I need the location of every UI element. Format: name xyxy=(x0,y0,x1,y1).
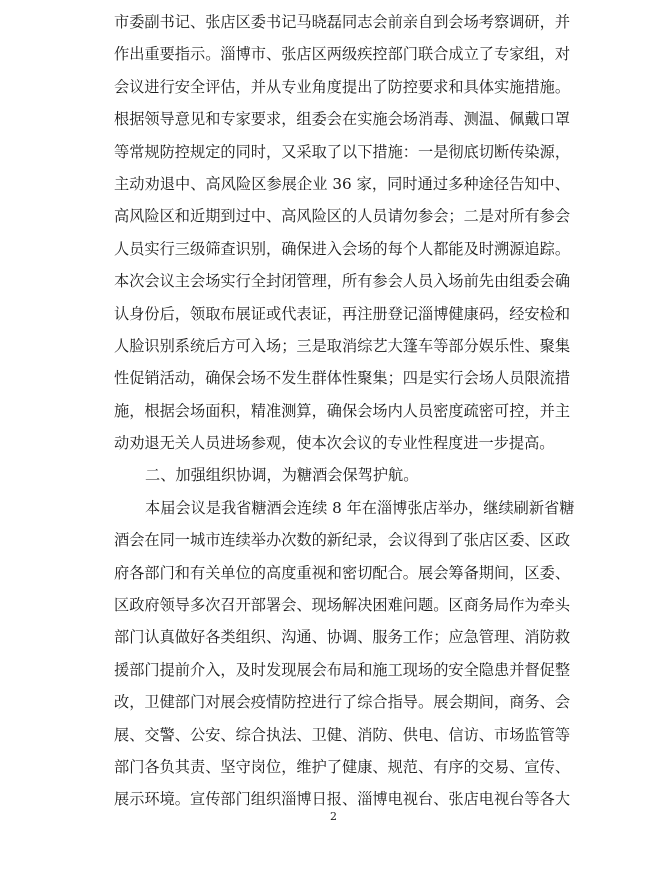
text-line: 改，卫健部门对展会疫情防控进行了综合指导。展会期间，商务、会 xyxy=(114,693,570,712)
text-line: 根据领导意见和专家要求，组委会在实施会场消毒、测温、佩戴口罩 xyxy=(114,110,570,129)
text-line: 本次会议主会场实行全封闭管理，所有参会人员入场前先由组委会确 xyxy=(114,272,570,291)
text-line: 援部门提前介入，及时发现展会布局和施工现场的安全隐患并督促整 xyxy=(114,660,570,679)
text-line: 动劝退无关人员进场参观，使本次会议的专业性程度进一步提高。 xyxy=(114,434,555,453)
text-line: 区政府领导多次召开部署会、现场解决困难问题。区商务局作为牵头 xyxy=(114,596,570,615)
text-line: 认身份后，领取布展证或代表证，再注册登记淄博健康码，经安检和 xyxy=(114,304,570,323)
paragraph xyxy=(114,492,575,816)
text-line: 性促销活动，确保会场不发生群体性聚集；四是实行会场人员限流措 xyxy=(114,369,570,388)
text-line: 高风险区和近期到过中、高风险区的人员请勿参会；二是对所有参会 xyxy=(114,207,570,226)
text-line: 府各部门和有关单位的高度重视和密切配合。展会筹备期间，区委、 xyxy=(114,563,570,582)
text-line: 展、交警、公安、综合执法、卫健、消防、供电、信访、市场监管等 xyxy=(114,725,570,744)
text-line: 酒会在同一城市连续举办次数的新纪录，会议得到了张店区委、区政 xyxy=(114,531,570,550)
body-text xyxy=(114,6,575,816)
text-line: 展示环境。宣传部门组织淄博日报、淄博电视台、张店电视台等各大 xyxy=(114,790,570,809)
text-line: 人脸识别系统后方可入场；三是取消综艺大篷车等部分娱乐性、聚集 xyxy=(114,336,570,355)
text-line: 会议进行安全评估，并从专业角度提出了防控要求和具体实施措施。 xyxy=(114,77,570,96)
text-line: 主动劝退中、高风险区参展企业 36 家，同时通过多种途径告知中、 xyxy=(114,174,570,193)
text-line: 部门认真做好各类组织、沟通、协调、服务工作；应急管理、消防救 xyxy=(114,628,570,647)
text-line: 等常规防控规定的同时，又采取了以下措施：一是彻底切断传染源， xyxy=(114,142,570,161)
text-line: 二、加强组织协调，为糖酒会保驾护航。 xyxy=(145,466,419,485)
text-line: 施，根据会场面积，精准测算，确保会场内人员密度疏密可控，并主 xyxy=(114,401,570,420)
paragraph xyxy=(114,459,570,491)
text-line: 人员实行三级筛查识别，确保进入会场的每个人都能及时溯源追踪。 xyxy=(114,239,570,258)
text-line: 部门各负其责、坚守岗位，维护了健康、规范、有序的交易、宣传、 xyxy=(114,757,570,776)
text-line: 作出重要指示。淄博市、张店区两级疾控部门联合成立了专家组，对 xyxy=(114,45,570,64)
text-line: 市委副书记、张店区委书记马晓磊同志会前亲自到会场考察调研，并 xyxy=(114,13,570,31)
paragraph xyxy=(114,6,570,459)
page-number: 2 xyxy=(330,810,337,823)
text-line: 本届会议是我省糖酒会连续 8 年在淄博张店举办，继续刷新省糖 xyxy=(145,498,575,517)
